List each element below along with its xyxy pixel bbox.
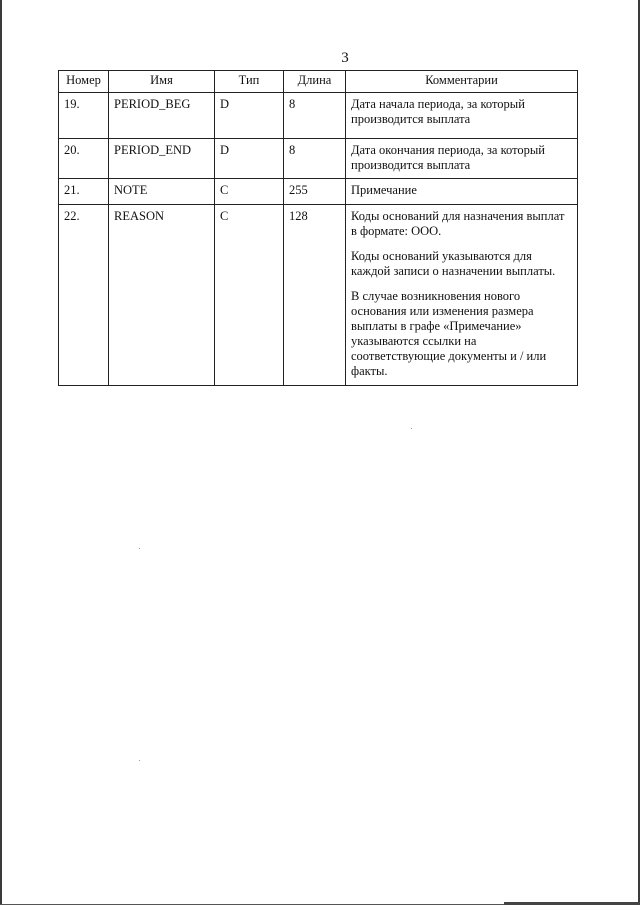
scan-speck: [139, 548, 140, 549]
cell-comments: [346, 93, 578, 139]
cell-name: REASON: [109, 205, 215, 386]
table-row: [59, 205, 578, 386]
cell-type: D: [215, 139, 284, 179]
cell-type: D: [215, 93, 284, 139]
cell-name: PERIOD_END: [109, 139, 215, 179]
scan-speck: [139, 760, 140, 761]
header-comments: Комментарии: [346, 71, 578, 93]
comment-text: Дата начала периода, за который производится выплата: [351, 97, 525, 126]
scan-speck: [411, 428, 412, 429]
cell-name: PERIOD_BEG: [109, 93, 215, 139]
cell-comments: [346, 179, 578, 205]
comment-text: Дата окончания периода, за который производится выплата: [351, 143, 546, 172]
header-name: Имя: [109, 71, 215, 93]
cell-number: 21.: [59, 179, 109, 205]
comment-text: Коды оснований указываются для каждой записи о назначении выплаты.: [351, 249, 556, 278]
header-length: Длина: [284, 71, 346, 93]
cell-number: 22.: [59, 205, 109, 386]
table-header-row: [59, 71, 578, 93]
table-row: [59, 179, 578, 205]
cell-length: 255: [284, 179, 346, 205]
comment-text: В случае возникновения нового основания или изменения размера выплаты в графе «Примечание» указываются ссылки на соответствующие документы и / или факты.: [351, 289, 547, 378]
cell-length: 8: [284, 93, 346, 139]
comment-text: Примечание: [351, 183, 417, 197]
comment-text: Коды оснований для назначения выплат в формате: ООО.: [351, 209, 565, 238]
cell-name: NOTE: [109, 179, 215, 205]
header-number: Номер: [59, 71, 109, 93]
cell-number: 20.: [59, 139, 109, 179]
page-edge-left: [0, 0, 2, 905]
cell-number: 19.: [59, 93, 109, 139]
cell-type: C: [215, 205, 284, 386]
cell-comments: [346, 139, 578, 179]
page-number: 3: [341, 50, 349, 66]
cell-length: 128: [284, 205, 346, 386]
header-type: Тип: [215, 71, 284, 93]
table-row: [59, 93, 578, 139]
cell-length: 8: [284, 139, 346, 179]
cell-type: C: [215, 179, 284, 205]
fields-table: [58, 70, 578, 386]
table-row: [59, 139, 578, 179]
cell-comments: [346, 205, 578, 386]
